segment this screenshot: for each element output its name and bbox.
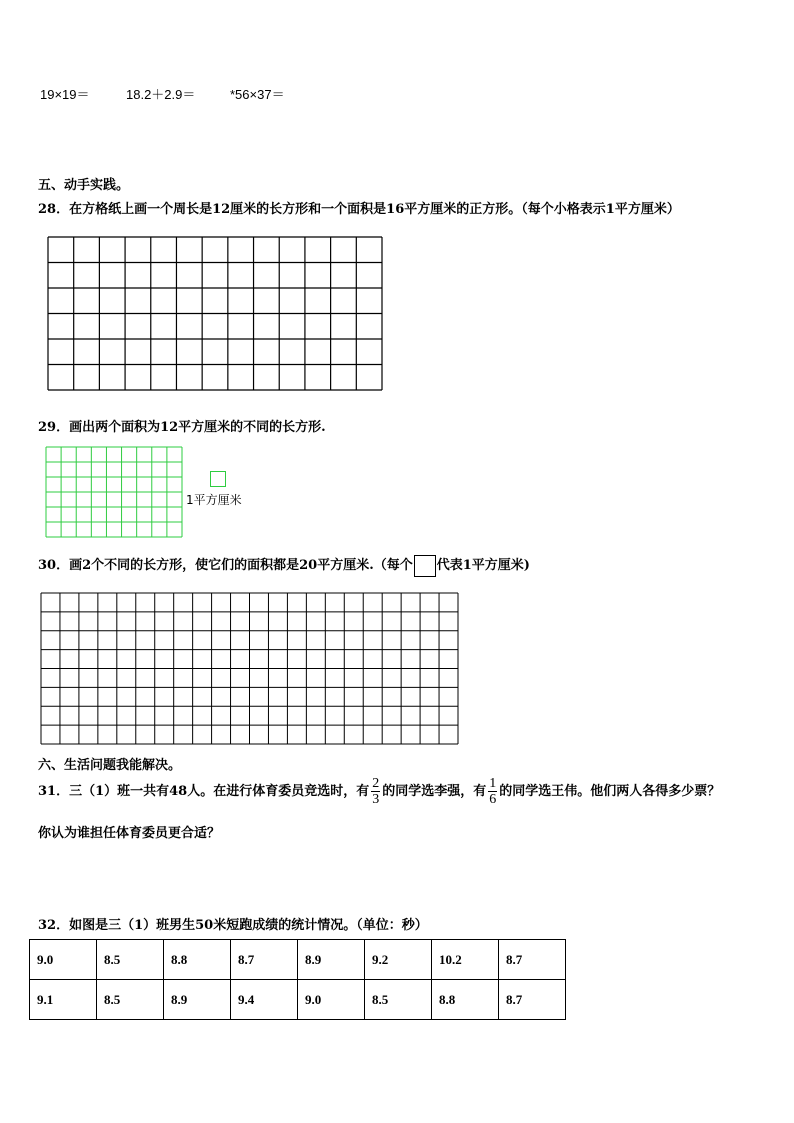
table-cell: 8.5 xyxy=(365,980,432,1020)
table-cell: 9.1 xyxy=(30,980,97,1020)
table-cell: 10.2 xyxy=(432,940,499,980)
fraction-denominator: 6 xyxy=(489,792,497,807)
question-31-part3: 的同学选王伟。他们两人各得多少票？ xyxy=(499,784,721,799)
question-30-text-end: 代表1平方厘米) xyxy=(436,558,530,573)
question-31-line2: 你认为谁担任体育委员更合适？ xyxy=(38,826,221,841)
question-30-text: 30．画2个不同的长方形，使它们的面积都是20平方厘米.（每个 xyxy=(38,558,413,573)
grid-q30[interactable] xyxy=(40,592,460,746)
table-cell: 8.5 xyxy=(97,980,164,1020)
table-cell: 8.7 xyxy=(499,980,566,1020)
calc-item-1: 19×19＝ xyxy=(40,87,90,102)
question-31-part2: 的同学选李强，有 xyxy=(382,784,487,799)
table-cell: 8.5 xyxy=(97,940,164,980)
unit-label: 1平方厘米 xyxy=(186,493,242,507)
section-heading-6: 六、生活问题我能解决。 xyxy=(38,758,182,773)
calc-item-2: 18.2＋2.9＝ xyxy=(126,87,196,102)
table-cell: 8.9 xyxy=(298,940,365,980)
table-row xyxy=(30,940,566,980)
question-31-part1: 31．三（1）班一共有48人。在进行体育委员竞选时，有 xyxy=(38,784,370,799)
table-cell: 8.8 xyxy=(164,940,231,980)
question-30 xyxy=(38,554,530,577)
section-heading-5: 五、动手实践。 xyxy=(38,178,130,193)
question-29: 29．画出两个面积为12平方厘米的不同的长方形. xyxy=(38,420,326,435)
table-cell: 8.7 xyxy=(231,940,298,980)
table-cell: 8.8 xyxy=(432,980,499,1020)
question-28: 28．在方格纸上画一个周长是12厘米的长方形和一个面积是16平方厘米的正方形。（每个小格表示1平方厘米） xyxy=(38,202,680,217)
grid-q29[interactable] xyxy=(45,446,183,538)
table-cell: 8.7 xyxy=(499,940,566,980)
score-table xyxy=(29,939,566,1020)
fraction-numerator: 1 xyxy=(489,776,497,791)
table-row xyxy=(30,980,566,1020)
table-cell: 9.2 xyxy=(365,940,432,980)
table-cell: 9.4 xyxy=(231,980,298,1020)
fraction-numerator: 2 xyxy=(372,776,380,791)
calc-item-3: *56×37＝ xyxy=(230,87,285,102)
fraction-one-sixth xyxy=(488,776,497,807)
question-32: 32．如图是三（1）班男生50米短跑成绩的统计情况。（单位：秒） xyxy=(38,918,428,933)
question-31 xyxy=(38,776,720,807)
unit-square-icon xyxy=(210,471,227,488)
unit-box-icon xyxy=(414,555,436,577)
grid-q28[interactable] xyxy=(47,236,384,392)
table-cell: 8.9 xyxy=(164,980,231,1020)
fraction-two-thirds xyxy=(371,776,380,807)
table-cell: 9.0 xyxy=(30,940,97,980)
table-cell: 9.0 xyxy=(298,980,365,1020)
fraction-denominator: 3 xyxy=(372,792,380,807)
